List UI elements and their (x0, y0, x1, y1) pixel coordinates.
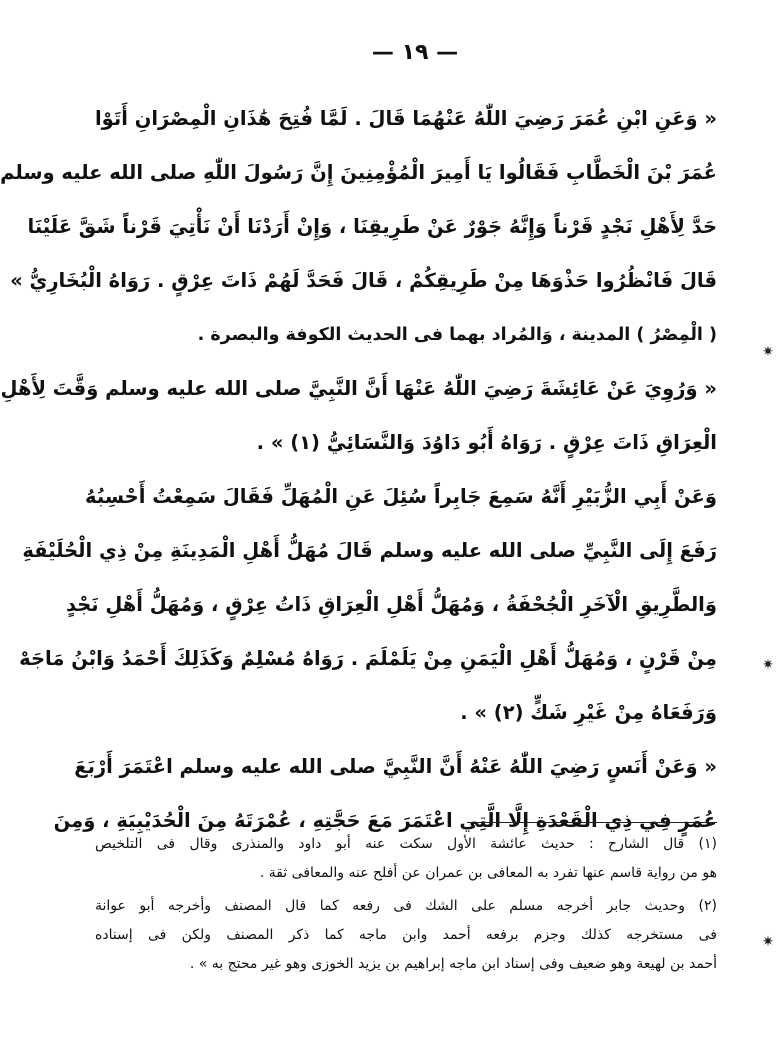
text-line: مِنْ قَرْنٍ ، وَمُهَلُّ أَهْلِ الْيَمَنِ مِنْ يَلَمْلَمَ . رَوَاهُ مُسْلِمٌ وَكَذَلِكَ أَحْمَدُ وَابْنُ مَاجَهْ (19, 647, 717, 670)
text-line: حَدَّ لِأَهْلِ نَجْدٍ قَرْناً وَإِنَّهُ جَوْرٌ عَنْ طَرِيقِنَا ، وَإِنْ أَرَدْنَا أَنْ نَأْتِيَ قَرْناً شَقَّ عَلَيْنَا (27, 215, 717, 238)
footnote-line: أحمد بن لهيعة وهو ضعيف وفى إسناد ابن ماجه إبراهيم بن يزيد الخوزى وهو غير محتج به » . (189, 956, 717, 972)
footnote-divider (467, 822, 717, 823)
margin-star-2-icon: ✷ (762, 657, 774, 673)
gloss-line: ( الْمِصْرُ ) المدينة ، وَالمُراد بهما فى الحديث الكوفة والبصرة . (197, 325, 717, 345)
footnote-line: (٢) وحديث جابر أخرجه مسلم على الشك فى رفعه كما قال المصنف وأخرجه أبو عوانة (95, 898, 717, 914)
margin-star-1-icon: ✷ (762, 344, 774, 360)
footnote-line: فى مستخرجه كذلك وجزم برفعه أحمد وابن ماجه كما ذكر المصنف ولكن فى إسناده (95, 927, 717, 943)
page-number: — ١٩ — (371, 40, 459, 65)
text-line: وَعَنْ أَبِي الزُّبَيْرِ أَنَّهُ سَمِعَ جَابِراً سُئِلَ عَنِ الْمُهَلِّ فَقَالَ سَمِعْتُ أَحْسِبُهُ (85, 485, 717, 508)
text-line: « وَعَنْ أَنَسٍ رَضِيَ اللّٰهُ عَنْهُ أَنَّ النَّبِيَّ صلى الله عليه وسلم اعْتَمَرَ أَرْبَعَ (74, 755, 717, 778)
margin-star-3-icon: ✷ (762, 934, 774, 950)
footnote-line: هو من رواية قاسم عنها تفرد به المعافى بن عمران عن أفلح عنه والمعافى ثقة . (259, 865, 717, 881)
text-line: وَرَفَعَاهُ مِنْ غَيْرِ شَكٍّ (٢) » . (460, 701, 717, 724)
text-line: الْعِرَاقِ ذَاتَ عِرْقٍ . رَوَاهُ أَبُو دَاوُدَ وَالنَّسَائِيُّ (١) » . (256, 431, 717, 454)
main-text (0, 92, 717, 848)
text-line: عُمَرَ بْنَ الْخَطَّابِ فَقَالُوا يَا أَمِيرَ الْمُؤْمِنِينَ إِنَّ رَسُولَ اللّٰهِ صلى الله عليه وسلم (0, 161, 717, 184)
text-line: « وَعَنِ ابْنِ عُمَرَ رَضِيَ اللّٰهُ عَنْهُمَا قَالَ . لَمَّا فُتِحَ هَٰذَانِ الْمِصْرَانِ أَتَوْا (95, 107, 717, 130)
text-line: عُمَرٍ فِي ذِي الْقَعْدَةِ إِلَّا الَّتِي اعْتَمَرَ مَعَ حَجَّتِهِ ، عُمْرَتَهُ مِنَ الْحُدَيْبِيَةِ ، وَمِنَ (53, 809, 717, 832)
footnotes (95, 830, 717, 979)
text-line: « وَرُوِيَ عَنْ عَائِشَةَ رَضِيَ اللّٰهُ عَنْهَا أَنَّ النَّبِيَّ صلى الله عليه وسلم وَقَّتَ لِأَهْلِ (0, 377, 717, 400)
text-line: رَفَعَ إِلَى النَّبِيِّ صلى الله عليه وسلم قَالَ مُهَلُّ أَهْلِ الْمَدِينَةِ مِنْ ذِي الْحُلَيْفَةِ (22, 539, 717, 562)
footnote-line: (١) قال الشارح : حديث عائشة الأول سكت عنه أبو داود والمنذرى وقال فى التلخيص (95, 836, 717, 852)
text-line: قَالَ فَانْظُرُوا حَذْوَهَا مِنْ طَرِيقِكُمْ ، قَالَ فَحَدَّ لَهُمْ ذَاتَ عِرْقٍ . رَوَاهُ الْبُخَارِيُّ » (10, 269, 717, 292)
text-line: وَالطَّرِيقِ الْآخَرِ الْجُحْفَةُ ، وَمُهَلُّ أَهْلِ الْعِرَاقِ ذَاتُ عِرْقٍ ، وَمُهَلُّ أَهْلِ نَجْدٍ (65, 593, 717, 616)
